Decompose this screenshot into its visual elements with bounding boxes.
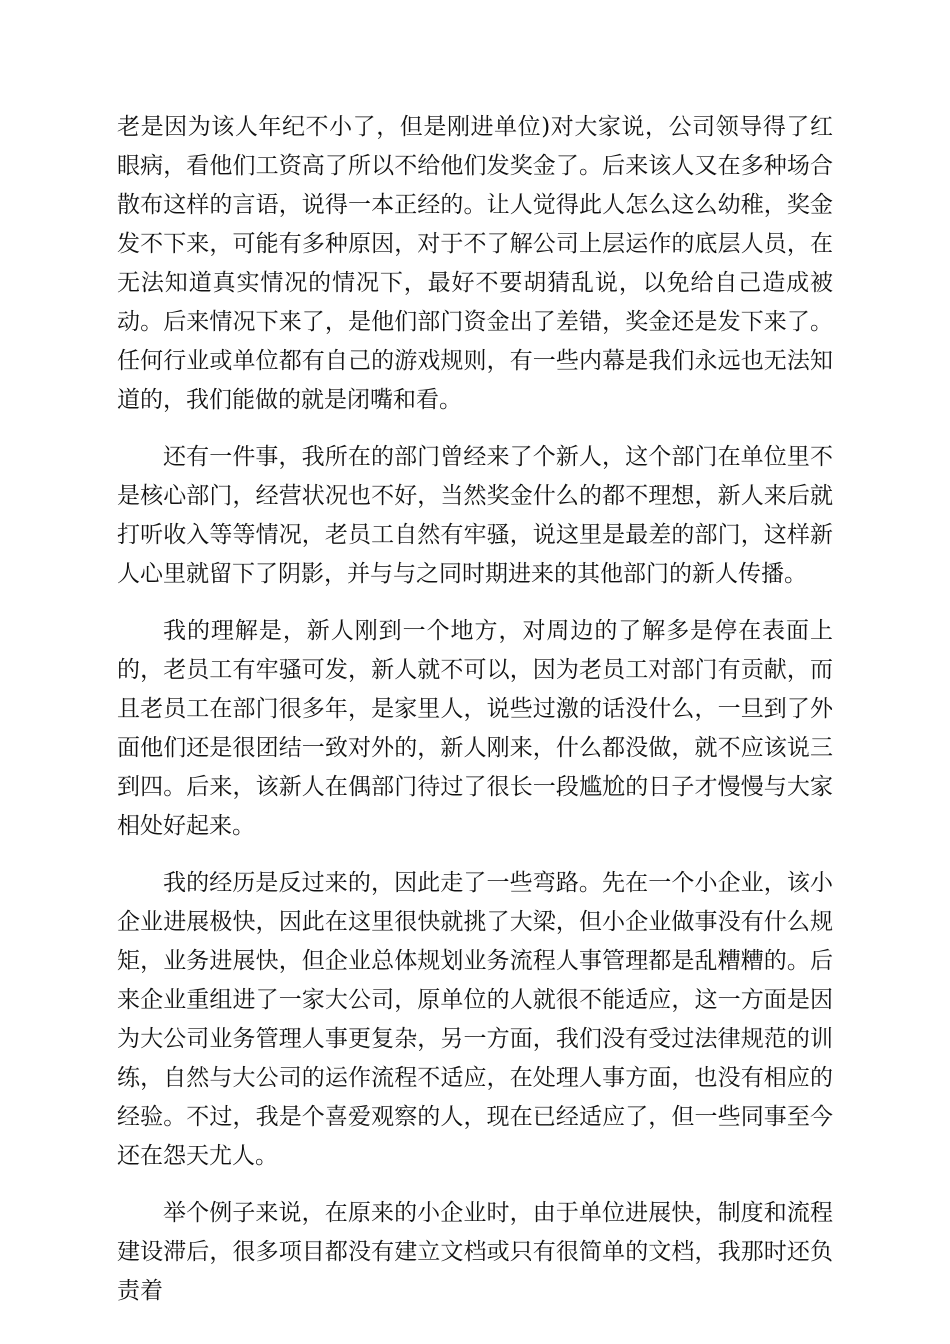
paragraph-experience: 我的经历是反过来的，因此走了一些弯路。先在一个小企业，该小企业进展极快，因此在这里很快就挑了大梁，但小企业做事没有什么规矩，业务进展快，但企业总体规划业务流程人事管理都是乱糟糟的。后来企业重组进了一家大公司，原单位的人就很不能适应，这一方面是因为大公司业务管理人事更复杂，另一方面，我们没有受过法律规范的训练，自然与大公司的运作流程不适应，在处理人事方面，也没有相应的经验。不过，我是个喜爱观察的人，现在已经适应了，但一些同事至今还在怨天尤人。 [117, 870, 833, 1169]
paragraph-understanding: 我的理解是，新人刚到一个地方，对周边的了解多是停在表面上的，老员工有牢骚可发，新人就不可以，因为老员工对部门有贡献，而且老员工在部门很多年，是家里人，说些过激的话没什么，一旦到了外面他们还是很团结一致对外的，新人刚来，什么都没做，就不应该说三到四。后来，该新人在偶部门待过了很长一段尴尬的日子才慢慢与大家相处好起来。 [117, 618, 833, 839]
paragraph-example: 举个例子来说，在原来的小企业时，由于单位进展快，制度和流程建设滞后，很多项目都没有建立文档或只有很简单的文档，我那时还负责着 [117, 1200, 833, 1304]
document-body [117, 108, 833, 1329]
paragraph-new-employee: 还有一件事，我所在的部门曾经来了个新人，这个部门在单位里不是核心部门，经营状况也不好，当然奖金什么的都不理想，新人来后就打听收入等等情况，老员工自然有牢骚，说这里是最差的部门，这样新人心里就留下了阴影，并与与之同时期进来的其他部门的新人传播。 [117, 444, 833, 587]
paragraph-continuation: 老是因为该人年纪不小了，但是刚进单位)对大家说，公司领导得了红眼病，看他们工资高了所以不给他们发奖金了。后来该人又在多种场合散布这样的言语，说得一本正经的。让人觉得此人怎么这么幼稚，奖金发不下来，可能有多种原因，对于不了解公司上层运作的底层人员，在无法知道真实情况的情况下，最好不要胡猜乱说，以免给自己造成被动。后来情况下来了，是他们部门资金出了差错，奖金还是发下来了。任何行业或单位都有自己的游戏规则，有一些内幕是我们永远也无法知道的，我们能做的就是闭嘴和看。 [117, 114, 833, 413]
